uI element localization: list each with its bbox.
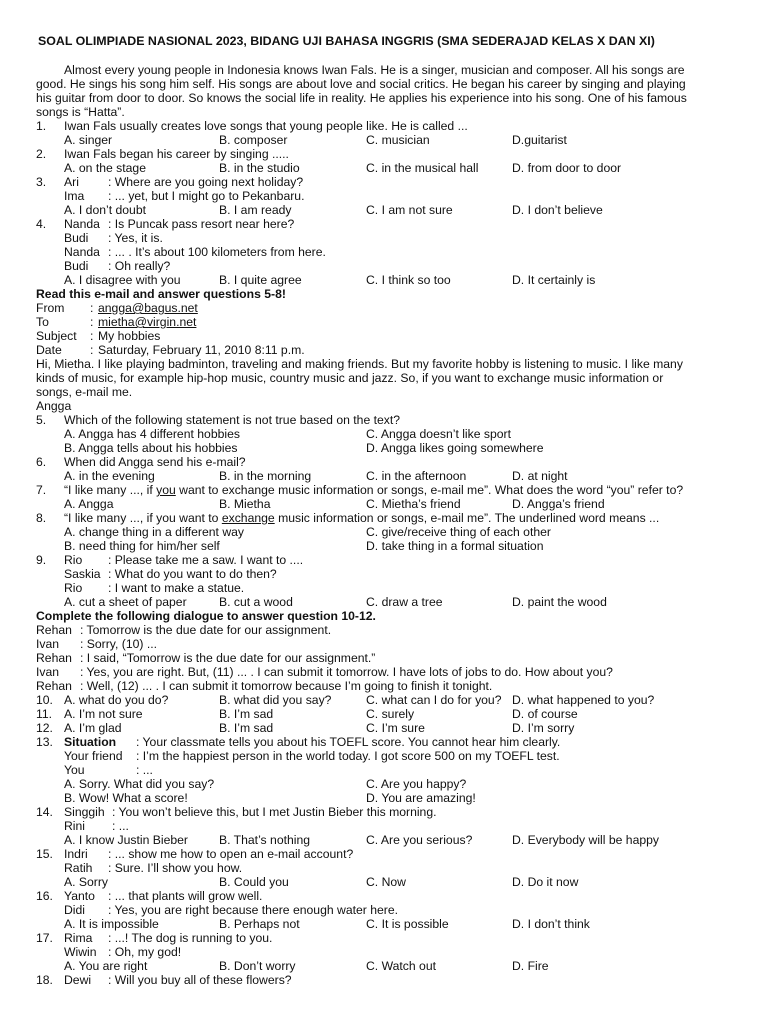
option-c: C. Are you serious? (366, 833, 473, 847)
option-d: D. I don’t think (512, 917, 590, 931)
question-text: Iwan Fals usually creates love songs that young people like. He is called ... (64, 119, 468, 133)
question-number: 16. (36, 889, 53, 903)
passage-line: songs is “Hatta”. (36, 105, 125, 119)
option-d: D. Angga’s friend (512, 497, 605, 511)
question-number: 14. (36, 805, 53, 819)
email-from-label: From (36, 301, 65, 315)
option-b: B. need thing for him/her self (64, 539, 220, 553)
option-a: A. what do you do? (64, 693, 169, 707)
question-number: 13. (36, 735, 53, 749)
dialogue-line: : I want to make a statue. (108, 581, 245, 595)
option-a: A. Angga (64, 497, 114, 511)
option-a: A. You are right (64, 959, 148, 973)
speaker: Rehan (36, 623, 72, 637)
speaker: Budi (64, 231, 89, 245)
option-a: A. I disagree with you (64, 273, 181, 287)
question-number: 17. (36, 931, 53, 945)
underlined-word: exchange (221, 511, 275, 525)
dialogue-line: : ... yet, but I might go to Pekanbaru. (108, 189, 305, 203)
speaker: Ima (64, 189, 85, 203)
question-number: 3. (36, 175, 47, 189)
dialogue-line: : Will you buy all of these flowers? (108, 973, 292, 987)
option-b: B. Wow! What a score! (64, 791, 188, 805)
option-b: B. Angga tells about his hobbies (64, 441, 238, 455)
option-c: C. It is possible (366, 917, 449, 931)
speaker: Didi (64, 903, 85, 917)
question-number: 15. (36, 847, 53, 861)
option-d: D. what happened to you? (512, 693, 655, 707)
speaker: Rio (64, 553, 83, 567)
speaker: Rehan (36, 651, 72, 665)
option-b: B. I am ready (219, 203, 292, 217)
dialogue-line: : Yes, you are right because there enough water here. (108, 903, 398, 917)
speaker: Budi (64, 259, 89, 273)
speaker: Yanto (64, 889, 95, 903)
email-to-link[interactable]: mietha@virgin.net (98, 315, 197, 329)
question-text: Which of the following statement is not true based on the text? (64, 413, 401, 427)
speaker: Indri (64, 847, 88, 861)
option-b: B. I quite agree (219, 273, 302, 287)
section-heading: Complete the following dialogue to answer question 10-12. (36, 609, 376, 623)
option-c: C. in the musical hall (366, 161, 479, 175)
option-a: A. Sorry (64, 875, 109, 889)
section-heading: Read this e-mail and answer questions 5-8! (36, 287, 286, 301)
speaker: Singgih (64, 805, 105, 819)
option-c: C. draw a tree (366, 595, 443, 609)
speaker: Ivan (36, 665, 60, 679)
option-c: C. Now (366, 875, 406, 889)
dialogue-line: : ... (112, 819, 129, 833)
option-b: B. I’m sad (219, 721, 274, 735)
dialogue-line: : I said, “Tomorrow is the due date for our assignment.” (80, 651, 376, 665)
option-c: C. Mietha’s friend (366, 497, 461, 511)
option-c: C. I am not sure (366, 203, 453, 217)
dialogue-line: : Oh really? (108, 259, 171, 273)
dialogue-line: : Is Puncak pass resort near here? (108, 217, 295, 231)
email-subject-label: Subject (36, 329, 77, 343)
option-a: A. I’m glad (64, 721, 122, 735)
speaker: Rima (64, 931, 93, 945)
option-a: A. singer (64, 133, 113, 147)
option-c: C. I think so too (366, 273, 451, 287)
dialogue-line: : Yes, it is. (108, 231, 163, 245)
dialogue-line: : Sure. I’ll show you how. (108, 861, 243, 875)
speaker: Saskia (64, 567, 101, 581)
option-b: B. in the studio (219, 161, 300, 175)
speaker: Rehan (36, 679, 72, 693)
question-number: 1. (36, 119, 47, 133)
option-a: A. on the stage (64, 161, 146, 175)
option-c: C. musician (366, 133, 430, 147)
option-c: C. I’m sure (366, 721, 425, 735)
email-subject: My hobbies (98, 329, 161, 343)
option-c: C. surely (366, 707, 415, 721)
option-c: C. Watch out (366, 959, 436, 973)
question-number: 4. (36, 217, 47, 231)
question-number: 5. (36, 413, 47, 427)
email-from-link[interactable]: angga@bagus.net (98, 301, 198, 315)
option-d: D. Angga likes going somewhere (366, 441, 544, 455)
option-d: D. of course (512, 707, 578, 721)
option-c: C. in the afternoon (366, 469, 467, 483)
option-b: B. Don’t worry (219, 959, 296, 973)
question-number: 18. (36, 973, 53, 987)
dialogue-line: : I’m the happiest person in the world today. I got score 500 on my TOEFL test. (136, 749, 560, 763)
question-number: 10. (36, 693, 53, 707)
question-text: When did Angga send his e-mail? (64, 455, 246, 469)
option-a: A. change thing in a different way (64, 525, 244, 539)
option-d: D. It certainly is (512, 273, 596, 287)
dialogue-line: : Where are you going next holiday? (108, 175, 304, 189)
email-signature: Angga (36, 399, 72, 413)
question-number: 11. (36, 707, 53, 721)
question-number: 8. (36, 511, 47, 525)
question-number: 6. (36, 455, 47, 469)
speaker: Ari (64, 175, 79, 189)
email-date: Saturday, February 11, 2010 8:11 p.m. (98, 343, 305, 357)
speaker: Ratih (64, 861, 93, 875)
option-a: A. in the evening (64, 469, 155, 483)
question-number: 2. (36, 147, 47, 161)
dialogue-line: : Tomorrow is the due date for our assignment. (80, 623, 332, 637)
option-d: D. Fire (512, 959, 549, 973)
dialogue-line: : Yes, you are right. But, (11) ... . I can submit it tomorrow. I have lots of jobs to do. How about you? (80, 665, 613, 679)
passage-line: his guitar from door to door. So knows the social life in reality. He applies his experience into his song. One of his famous (36, 91, 687, 105)
option-d: D. Do it now (512, 875, 579, 889)
speaker: You (64, 763, 85, 777)
option-a: A. Angga has 4 different hobbies (64, 427, 240, 441)
dialogue-line: : ... that plants will grow well. (108, 889, 263, 903)
option-d: D. take thing in a formal situation (366, 539, 544, 553)
option-b: B. I’m sad (219, 707, 274, 721)
option-b: B. That’s nothing (219, 833, 311, 847)
option-a: A. Sorry. What did you say? (64, 777, 215, 791)
dialogue-line: : Oh, my god! (108, 945, 182, 959)
underlined-word: you (156, 483, 176, 497)
option-c: C. Angga doesn’t like sport (366, 427, 511, 441)
option-d: D. paint the wood (512, 595, 607, 609)
dialogue-line: : You won’t believe this, but I met Justin Bieber this morning. (112, 805, 437, 819)
dialogue-line: : ... (136, 763, 153, 777)
dialogue-line: : Your classmate tells you about his TOEFL score. You cannot hear him clearly. (136, 735, 561, 749)
dialogue-line: : ...! The dog is running to you. (108, 931, 273, 945)
option-d: D. I’m sorry (512, 721, 575, 735)
speaker: Nanda (64, 245, 100, 259)
option-d: D.guitarist (512, 133, 567, 147)
option-d: D. from door to door (512, 161, 622, 175)
option-c: C. what can I do for you? (366, 693, 502, 707)
exam-page: SOAL OLIMPIADE NASIONAL 2023, BIDANG UJI BAHASA INGGRIS (SMA SEDERAJAD KELAS X DAN XI) Almost every young people in Indonesia knows Iwan Fals. He is a singer, musician and composer. All his songs are good. He sings his song him self. His songs are about love and social critics. He began his career by singing and playing his guitar from door to door. So knows the social life in reality. He applies his experience into his song. One of his famous songs is “Hatta”. 1. Iwan Fals usually creates love songs that young people like. He is called ... A. singer B. composer C. musician D.guitarist 2. Iwan Fals began his career by singing ..... A. on the stage B. in the studio C. in the musical hall D. from door to door 3. Ari : Where are you going next holiday? Ima : ... yet, but I might go to Pekanbaru. A. I don’t doubt B. I am ready C. I am not sure D. I don’t believe 4. Nanda : Is Puncak pass resort near here? Budi : Yes, it is. Nanda : ... . It’s about 100 kilometers from here. Budi : Oh really? A. I disagree with you B. I quite agree C. I think so too D. It certainly is Read this e-mail and answer questions 5-8! From : angga@bagus.net To : mietha@virgin.net Subject : My hobbies Date : Saturday, February 11, 2010 8:11 p.m. Hi, Mietha. I like playing badminton, traveling and making friends. But my favorite hobby is listening to music. I like many kinds of music, for example hip-hop music, country music and jazz. So, if you want to exchange music information or songs, e-mail me. Angga 5. Which of the following statement is not true based on the text? A. Angga has 4 different hobbies C. Angga doesn’t like sport B. Angga tells about his hobbies D. Angga likes going somewhere 6. When did Angga send his e-mail? A. in the evening B. in the morning C. in the afternoon D. at night 7. “I like many ..., if you want to exchange music information or songs, e-mail me”. What does the word “you” refer to? A. Angga B. Mietha C. Mietha’s friend D. Angga’s friend 8. “I like many ..., if you want to exchange music information or songs, e-mail me”. The underlined word means ... A. change thing in a different way C. give/receive thing of each other B. need thing for him/her self D. take thing in a formal situation 9. Rio : Please take me a saw. I want to .... Saskia : What do you want to do then? Rio : I want to make a statue. A. cut a sheet of paper B. cut a wood C. draw a tree D. paint the wood Complete the following dialogue to answer question 10-12. Rehan : Tomorrow is the due date for our assignment. Ivan : Sorry, (10) ... Rehan : I said, “Tomorrow is the due date for our assignment.” Ivan : Yes, you are right. But, (11) ... . I can submit it tomorrow. I have lots of jobs to do. How about you? Rehan : Well, (12) ... . I can submit it tomorrow because I’m going to finish it tonight. 10. A. what do you do? B. what did you say? C. what can I do for you? D. what happened to you? 11. A. I’m not sure B. I’m sad C. surely D. of course 12. A. I’m glad B. I’m sad C. I’m sure D. I’m sorry 13. Situation : Your classmate tells you about his TOEFL score. You cannot hear him clearly. Your friend : I’m the happiest person in the world today. I got score 500 on my TOEFL test. You : ... A. Sorry. What did you say? C. Are you happy? B. Wow! What a score! D. You are amazing! 14. Singgih : You won’t believe this, but I met Justin Bieber this morning. Rini : ... A. I know Justin Bieber B. That’s nothing C. Are you serious? D. Everybody will be happy 15. Indri : ... show me how to open an e-mail account? Ratih : Sure. I’ll show you how. A. Sorry B. Could you C. Now D. Do it now 16. Yanto : ... that plants will grow well. Didi : Yes, you are right because there enough water here. A. It is impossible B. Perhaps not C. It is possible D. I don’t think 17. Rima : ...! The dog is running to you. Wiwin : Oh, my god! A. You are right B. Don’t worry C. Watch out D. Fire 18. Dewi : Will you buy all of these flowers? (36, 34, 687, 987)
passage-line: Almost every young people in Indonesia knows Iwan Fals. He is a singer, musician and composer. All his songs are (64, 63, 685, 77)
question-number: 12. (36, 721, 53, 735)
speaker: Wiwin (64, 945, 97, 959)
question-number: 9. (36, 553, 47, 567)
dialogue-line: : Sorry, (10) ... (80, 637, 157, 651)
option-d: D. You are amazing! (366, 791, 476, 805)
speaker: Your friend (64, 749, 123, 763)
option-b: B. Could you (219, 875, 289, 889)
option-a: A. It is impossible (64, 917, 159, 931)
option-a: A. cut a sheet of paper (64, 595, 187, 609)
speaker: Rini (64, 819, 85, 833)
question-text: “I like many ..., if you want to exchange music information or songs, e-mail me”. What does the word “you” refer to? (64, 483, 684, 497)
email-body-line: kinds of music, for example hip-hop music, country music and jazz. So, if you want to exchange music information or (36, 371, 664, 385)
dialogue-line: : ... show me how to open an e-mail account? (108, 847, 354, 861)
email-to-label: To (36, 315, 49, 329)
email-body-line: songs, e-mail me. (36, 385, 133, 399)
email-date-label: Date (36, 343, 62, 357)
dialogue-line: : What do you want to do then? (108, 567, 277, 581)
email-body-line: Hi, Mietha. I like playing badminton, traveling and making friends. But my favorite hobby is listening to music. I like many (36, 357, 683, 371)
option-b: B. composer (219, 133, 288, 147)
option-c: C. Are you happy? (366, 777, 467, 791)
option-a: A. I’m not sure (64, 707, 143, 721)
speaker: Situation (64, 735, 117, 749)
option-b: B. what did you say? (219, 693, 332, 707)
speaker: Rio (64, 581, 83, 595)
page-title: SOAL OLIMPIADE NASIONAL 2023, BIDANG UJI BAHASA INGGRIS (SMA SEDERAJAD KELAS X DAN XI) (38, 34, 655, 48)
option-d: D. I don’t believe (512, 203, 603, 217)
question-text: “I like many ..., if you want to exchange music information or songs, e-mail me”. The underlined word means ... (64, 511, 660, 525)
option-a: A. I don’t doubt (64, 203, 146, 217)
question-number: 7. (36, 483, 47, 497)
dialogue-line: : Please take me a saw. I want to .... (108, 553, 304, 567)
option-c: C. give/receive thing of each other (366, 525, 551, 539)
option-b: B. in the morning (219, 469, 312, 483)
option-b: B. Perhaps not (219, 917, 300, 931)
speaker: Nanda (64, 217, 100, 231)
passage-line: good. He sings his song him self. His songs are about love and social critics. He began his career by singing and playing (36, 77, 686, 91)
question-text: Iwan Fals began his career by singing ..... (64, 147, 289, 161)
dialogue-line: : ... . It’s about 100 kilometers from here. (108, 245, 326, 259)
option-a: A. I know Justin Bieber (64, 833, 188, 847)
option-b: B. cut a wood (219, 595, 293, 609)
dialogue-line: : Well, (12) ... . I can submit it tomorrow because I’m going to finish it tonight. (80, 679, 493, 693)
option-d: D. at night (512, 469, 568, 483)
speaker: Ivan (36, 637, 60, 651)
option-b: B. Mietha (219, 497, 271, 511)
option-d: D. Everybody will be happy (512, 833, 659, 847)
speaker: Dewi (64, 973, 92, 987)
